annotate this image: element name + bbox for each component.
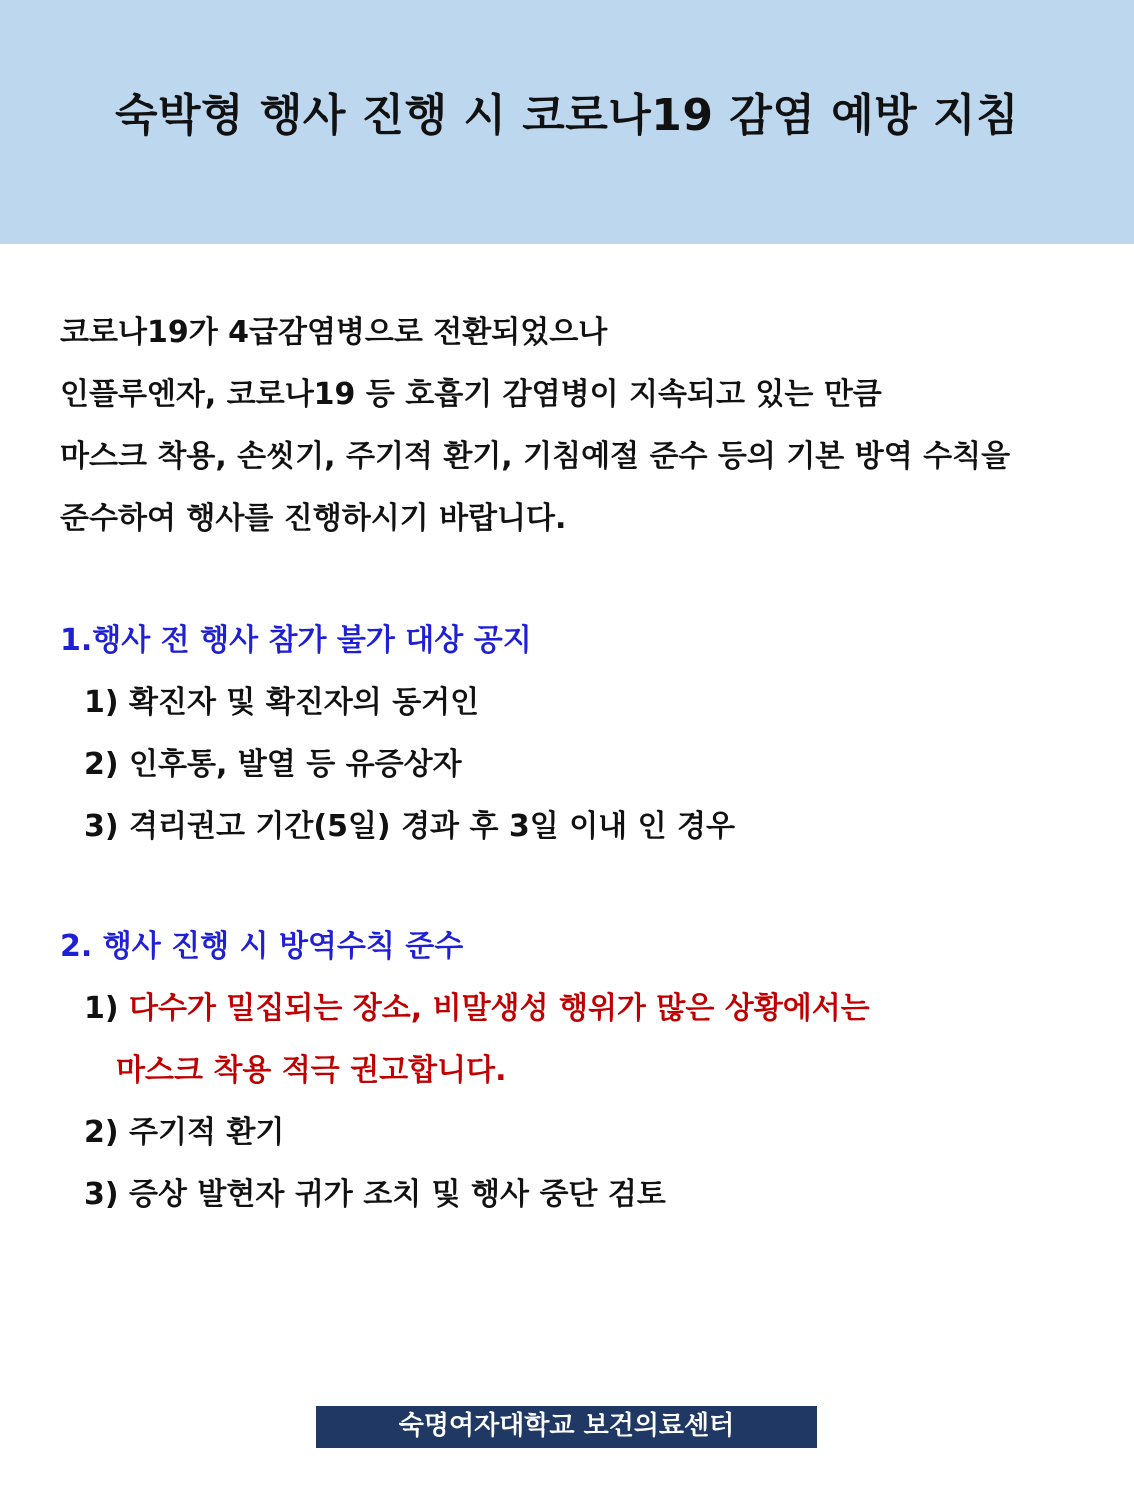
item-number: 1) bbox=[84, 991, 119, 1026]
page-title: 숙박형 행사 진행 시 코로나19 감염 예방 지침 bbox=[114, 90, 1020, 141]
list-item bbox=[60, 978, 1120, 1040]
list-item: 3) 격리권고 기간(5일) 경과 후 3일 이내 인 경우 bbox=[84, 809, 735, 844]
intro-line: 준수하여 행사를 진행하시기 바랍니다. bbox=[60, 501, 567, 536]
footer-organization-badge: 숙명여자대학교 보건의료센터 bbox=[316, 1406, 817, 1448]
warning-text: 다수가 밀집되는 장소, 비말생성 행위가 많은 상황에서는 bbox=[129, 991, 870, 1026]
intro-paragraph bbox=[60, 302, 1120, 550]
warning-text-continuation: 마스크 착용 적극 권고합니다. bbox=[116, 1053, 507, 1088]
list-item: 2) 주기적 환기 bbox=[84, 1115, 285, 1150]
section-heading: 1.행사 전 행사 참가 불가 대상 공지 bbox=[60, 623, 532, 658]
section-heading: 2. 행사 진행 시 방역수칙 준수 bbox=[60, 929, 464, 964]
section-pre-event-notice bbox=[60, 610, 1120, 858]
list-item: 2) 인후통, 발열 등 유증상자 bbox=[84, 747, 462, 782]
intro-line: 인플루엔자, 코로나19 등 호흡기 감염병이 지속되고 있는 만큼 bbox=[60, 377, 882, 412]
list-item: 3) 증상 발현자 귀가 조치 및 행사 중단 검토 bbox=[84, 1177, 666, 1212]
list-item: 1) 확진자 및 확진자의 동거인 bbox=[84, 685, 480, 720]
intro-line: 마스크 착용, 손씻기, 주기적 환기, 기침예절 준수 등의 기본 방역 수칙을 bbox=[60, 439, 1011, 474]
intro-line: 코로나19가 4급감염병으로 전환되었으나 bbox=[60, 315, 608, 350]
section-quarantine-rules bbox=[60, 916, 1120, 1226]
